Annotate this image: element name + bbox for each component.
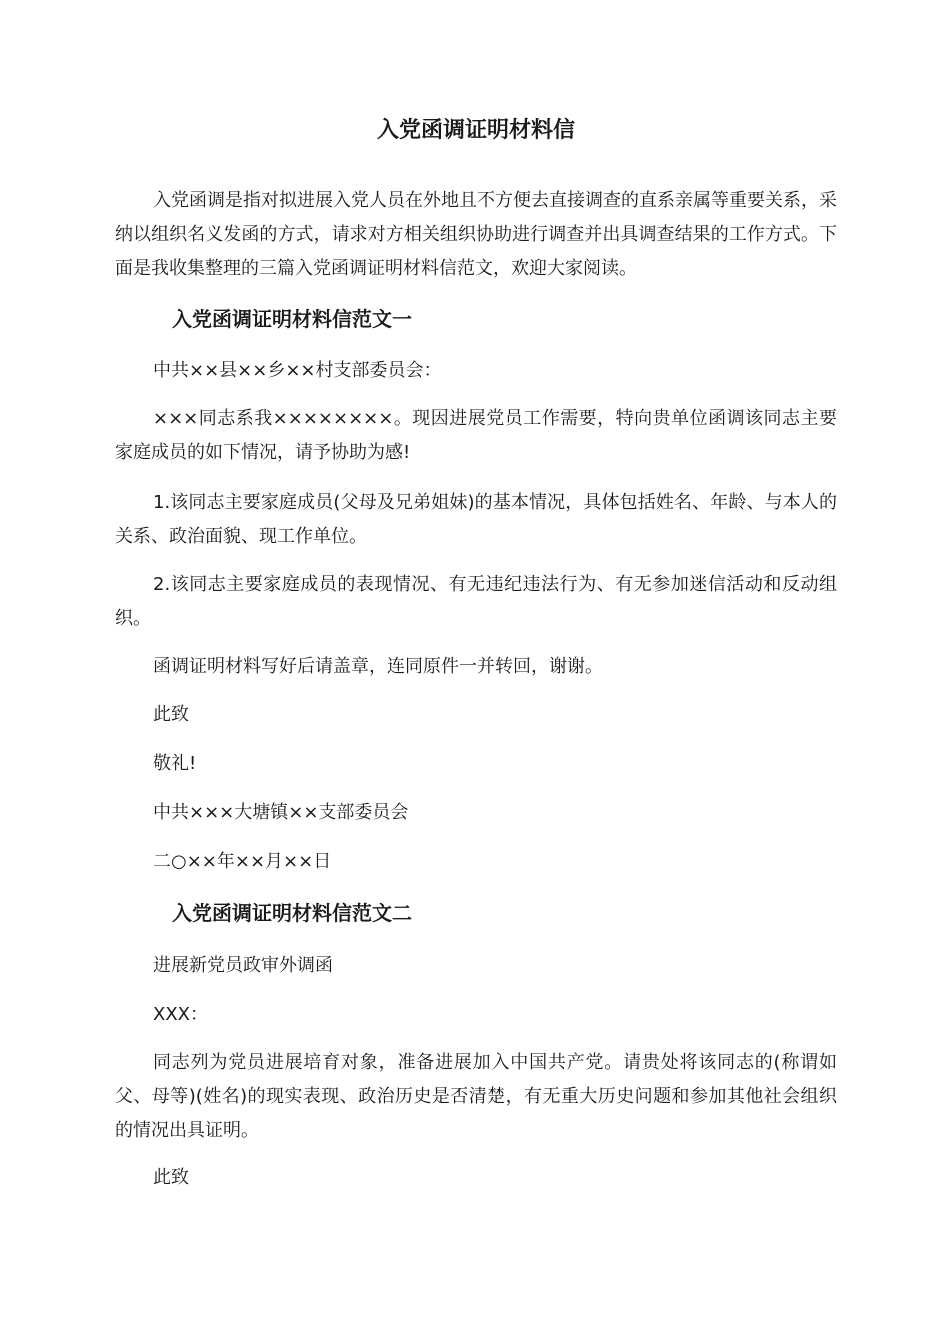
sample-two-salutation: XXX：: [153, 1004, 208, 1025]
sample-one-heading: 入党函调证明材料信范文一: [172, 307, 412, 331]
sample-one-paragraph-1: ×××同志系我××××××××。现因进展党员工作需要，特向贵单位函调该同志主要家庭成员的如下情况，请予协助为感!: [115, 408, 837, 463]
sample-one-closing-2: 敬礼!: [153, 753, 197, 774]
sample-one-paragraph-3: 2.该同志主要家庭成员的表现情况、有无违纪违法行为、有无参加迷信活动和反动组织。: [115, 574, 837, 629]
sample-one-closing-1: 此致: [153, 704, 189, 725]
sample-one-salutation: 中共××县××乡××村支部委员会：: [153, 360, 442, 381]
sample-two-paragraph-1: 同志列为党员进展培育对象，准备进展加入中国共产党。请贵处将该同志的(称谓如父、母等)(姓名)的现实表现、政治历史是否清楚，有无重大历史问题和参加其他社会组织的情况出具证明。: [115, 1052, 837, 1141]
sample-two-closing-1: 此致: [153, 1167, 189, 1188]
sample-one-date: 二○××年××月××日: [153, 851, 332, 872]
document-title: 入党函调证明材料信: [376, 118, 575, 143]
sample-one-paragraph-4: 函调证明材料写好后请盖章，连同原件一并转回，谢谢。: [153, 656, 603, 677]
sample-one-signature: 中共×××大塘镇××支部委员会: [153, 802, 409, 823]
sample-two-heading: 入党函调证明材料信范文二: [172, 901, 412, 925]
sample-one-paragraph-2: 1.该同志主要家庭成员(父母及兄弟姐妹)的基本情况，具体包括姓名、年龄、与本人的关系、政治面貌、现工作单位。: [115, 492, 837, 547]
intro-paragraph: 入党函调是指对拟进展入党人员在外地且不方便去直接调查的直系亲属等重要关系，采纳以组织名义发函的方式，请求对方相关组织协助进行调查并出具调查结果的工作方式。下面是我收集整理的三篇入党函调证明材料信范文，欢迎大家阅读。: [115, 190, 837, 279]
sample-two-subject: 进展新党员政审外调函: [153, 955, 333, 976]
